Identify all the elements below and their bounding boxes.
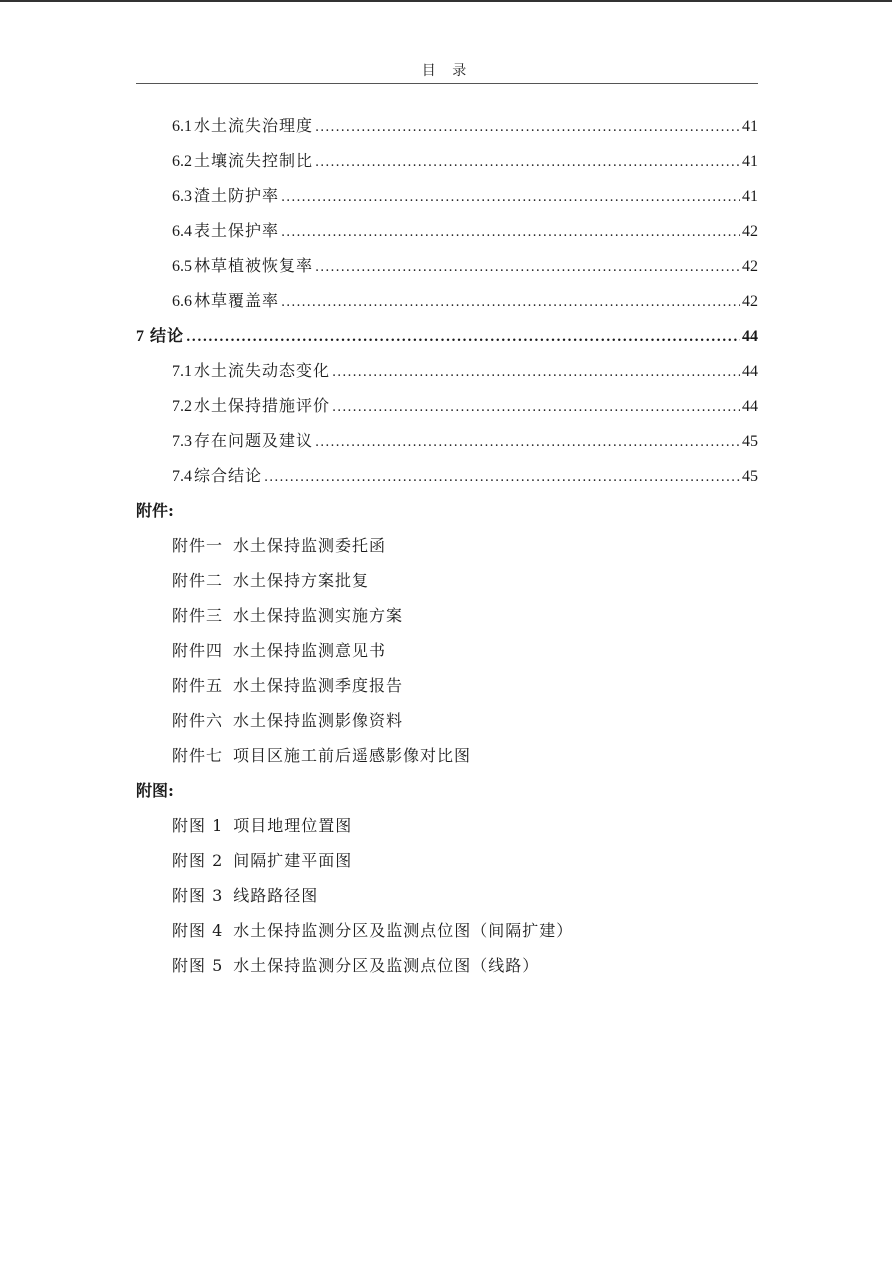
- attachment-item-label: 水土保持方案批复: [233, 571, 370, 590]
- toc-page-number: 44: [742, 398, 758, 415]
- figure-item-code: 附图 5: [172, 956, 224, 975]
- toc-chapter-entry[interactable]: [136, 318, 758, 353]
- attachment-item[interactable]: [136, 598, 758, 633]
- toc-entry-text: 存在问题及建议: [194, 431, 314, 450]
- attachment-item[interactable]: [136, 738, 758, 773]
- toc-entry-text: 土壤流失控制比: [194, 151, 314, 170]
- toc-entry-number: 6.5: [172, 258, 192, 275]
- attachment-item-code: 附件二: [172, 571, 224, 590]
- figure-item-code: 附图 2: [172, 851, 224, 870]
- toc-entry-label: [172, 248, 313, 284]
- toc-entry-label: [172, 108, 313, 144]
- header-rule: [136, 83, 758, 84]
- toc-entry[interactable]: [136, 108, 758, 143]
- figure-item[interactable]: [136, 878, 758, 913]
- figures-list: [136, 808, 758, 983]
- toc-leader-dots: [332, 355, 740, 390]
- toc-entry[interactable]: [136, 423, 758, 458]
- page-header-title: 目 录: [421, 63, 473, 79]
- attachment-item-code: 附件一: [172, 536, 224, 555]
- toc-entry-text: 水土流失治理度: [194, 116, 314, 135]
- toc-entry-number: 7.3: [172, 433, 192, 450]
- toc-entry-label: [172, 353, 330, 389]
- toc-page-number: 45: [742, 468, 758, 485]
- figure-item[interactable]: [136, 808, 758, 843]
- toc-leader-dots: [281, 180, 740, 215]
- toc-page-number: 42: [742, 223, 758, 240]
- toc-entry-number: 6.4: [172, 223, 192, 240]
- attachment-item[interactable]: [136, 528, 758, 563]
- attachment-item-code: 附件五: [172, 676, 224, 695]
- toc-entry[interactable]: [136, 458, 758, 493]
- toc-page-number: 44: [742, 328, 758, 345]
- attachment-item[interactable]: [136, 563, 758, 598]
- attachments-heading: 附件:: [136, 501, 174, 520]
- toc-entry-text: 林草植被恢复率: [194, 256, 314, 275]
- attachment-item-code: 附件六: [172, 711, 224, 730]
- figure-item-label: 水土保持监测分区及监测点位图（线路）: [233, 956, 540, 975]
- attachments-list: [136, 528, 758, 773]
- toc-leader-dots: [315, 425, 740, 460]
- toc-entry-label: [172, 423, 313, 459]
- table-of-contents: [136, 108, 758, 983]
- toc-entry-label: [172, 178, 279, 214]
- toc-leader-dots: [315, 145, 740, 180]
- figure-item-code: 附图 4: [172, 921, 224, 940]
- figure-item-label: 水土保持监测分区及监测点位图（间隔扩建）: [233, 921, 574, 940]
- toc-entry-label: [172, 388, 330, 424]
- toc-entry-label: [172, 283, 279, 319]
- attachment-item-label: 水土保持监测影像资料: [233, 711, 404, 730]
- toc-entry-number: 6.1: [172, 118, 192, 135]
- figure-item-label: 线路路径图: [233, 886, 319, 905]
- toc-leader-dots: [186, 320, 740, 355]
- attachment-item-label: 水土保持监测委托函: [233, 536, 387, 555]
- attachment-item-label: 水土保持监测实施方案: [233, 606, 404, 625]
- toc-entry-text: 结论: [150, 326, 185, 345]
- toc-entry[interactable]: [136, 178, 758, 213]
- attachment-item[interactable]: [136, 668, 758, 703]
- toc-page-number: 41: [742, 118, 758, 135]
- toc-entry-text: 综合结论: [194, 466, 263, 485]
- toc-leader-dots: [264, 460, 740, 495]
- toc-entry-text: 林草覆盖率: [194, 291, 280, 310]
- toc-page-number: 41: [742, 188, 758, 205]
- figure-item[interactable]: [136, 843, 758, 878]
- toc-page-number: 41: [742, 153, 758, 170]
- figures-heading: 附图:: [136, 781, 174, 800]
- figure-item[interactable]: [136, 913, 758, 948]
- attachment-item-label: 项目区施工前后遥感影像对比图: [233, 746, 472, 765]
- toc-entry[interactable]: [136, 283, 758, 318]
- figure-item[interactable]: [136, 948, 758, 983]
- toc-entry[interactable]: [136, 388, 758, 423]
- toc-entry[interactable]: [136, 143, 758, 178]
- toc-page-number: 42: [742, 293, 758, 310]
- toc-entry-label: [172, 213, 279, 249]
- attachment-item-code: 附件三: [172, 606, 224, 625]
- toc-entry-label: [172, 143, 313, 179]
- figure-item-label: 间隔扩建平面图: [233, 851, 353, 870]
- toc-entry-number: 6.6: [172, 293, 192, 310]
- toc-entry-number: 7.2: [172, 398, 192, 415]
- figure-item-code: 附图 3: [172, 886, 224, 905]
- toc-entry-label: [136, 318, 184, 354]
- figure-item-code: 附图 1: [172, 816, 224, 835]
- toc-leader-dots: [315, 250, 740, 285]
- toc-page-number: 42: [742, 258, 758, 275]
- toc-leader-dots: [332, 390, 740, 425]
- attachment-item-label: 水土保持监测季度报告: [233, 676, 404, 695]
- toc-page-number: 44: [742, 363, 758, 380]
- toc-entries: [136, 108, 758, 493]
- figure-item-label: 项目地理位置图: [233, 816, 353, 835]
- attachment-item-code: 附件七: [172, 746, 224, 765]
- toc-entry-number: 6.2: [172, 153, 192, 170]
- toc-leader-dots: [315, 110, 740, 145]
- toc-entry-number: 7.4: [172, 468, 192, 485]
- toc-entry-text: 渣土防护率: [194, 186, 280, 205]
- toc-entry-number: 7: [136, 328, 144, 345]
- attachment-item[interactable]: [136, 633, 758, 668]
- attachment-item-code: 附件四: [172, 641, 224, 660]
- toc-page-number: 45: [742, 433, 758, 450]
- toc-leader-dots: [281, 215, 740, 250]
- toc-entry-text: 水土流失动态变化: [194, 361, 331, 380]
- toc-entry[interactable]: [136, 213, 758, 248]
- attachment-item-label: 水土保持监测意见书: [233, 641, 387, 660]
- toc-entry[interactable]: [136, 353, 758, 388]
- toc-entry-number: 6.3: [172, 188, 192, 205]
- toc-entry[interactable]: [136, 248, 758, 283]
- toc-entry-text: 水土保持措施评价: [194, 396, 331, 415]
- page-top-border: [0, 0, 892, 2]
- toc-entry-label: [172, 458, 262, 494]
- toc-entry-text: 表土保护率: [194, 221, 280, 240]
- toc-leader-dots: [281, 285, 740, 320]
- attachment-item[interactable]: [136, 703, 758, 738]
- toc-entry-number: 7.1: [172, 363, 192, 380]
